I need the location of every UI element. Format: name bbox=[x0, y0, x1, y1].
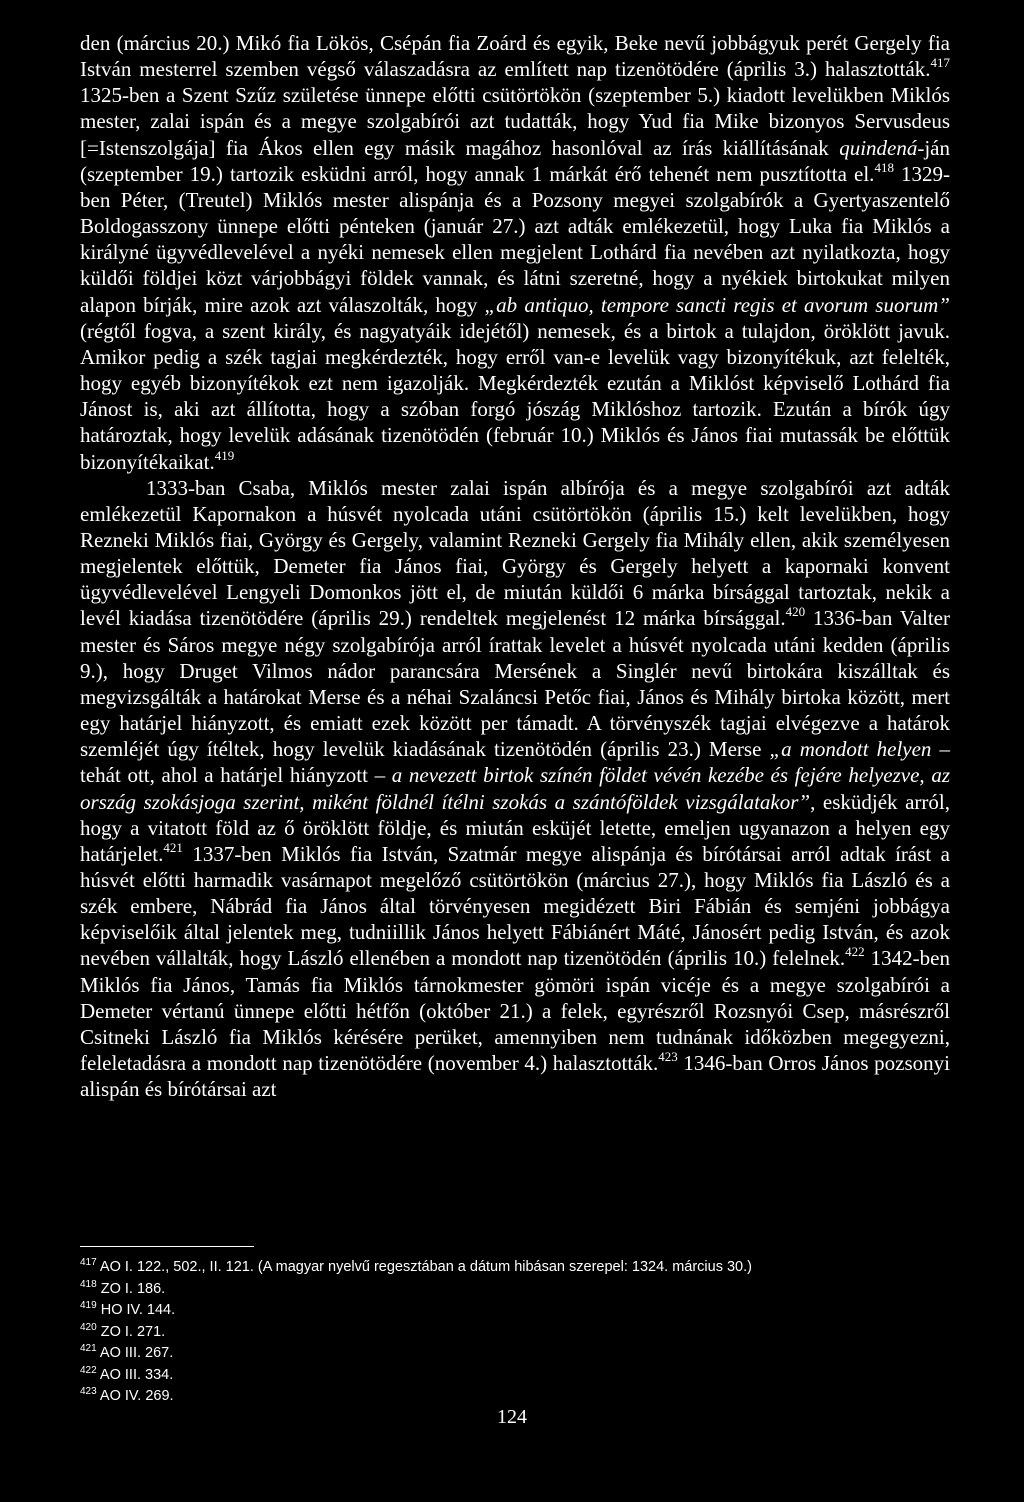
footnote bbox=[80, 1300, 960, 1322]
footnote-number: 422 bbox=[80, 1364, 97, 1376]
footnote-ref-419: 419 bbox=[214, 447, 235, 463]
italic-quote: a nevezett birtok színén földet vévén kezébe és fejére helyezve, az ország szokásjoga szerint, miként földnél ítélni szokás a szántóföldek vizsgálatakor” bbox=[80, 763, 950, 814]
footnote-text: AO IV. 269. bbox=[96, 1388, 174, 1404]
latin-quote: „ab antiquo, tempore sancti regis et avorum suorum” bbox=[484, 292, 950, 317]
footnote-ref-420: 420 bbox=[785, 604, 806, 620]
text-segment: 1337-ben Miklós fia István, Szatmár megye alispánja és bírótársai arról adtak írást a húsvét előtti harmadik vasárnapot megelőző csütörtökön (március 27.), hogy Miklós fia László és a szék embere, Nábrád fia János által törvényesen megidézett Biri Fábián és semjéni jobbágya képviselőik által jelentek meg, tudniillik János helyett Fábiánért Máté, Jánosért pedig István, és azok nevében vállalták, hogy László ellenében a mondott nap tizenötödén (április 10.) felelnek. bbox=[80, 841, 950, 971]
footnote bbox=[80, 1322, 960, 1344]
italic-quote: „a mondott helyen bbox=[769, 737, 932, 762]
page-number: 124 bbox=[497, 1406, 527, 1428]
text-segment: 1336-ban Valter mester és Sáros megye négy szolgabírója arról írattak levelet a húsvét nyolcada utáni kedden (április 9.), hogy Druget Vilmos nádor parancsára Mersének a Singlér nevű birtokára kiszálltak és megvizsgálták a határokat Merse és a néhai Szaláncsi Petőc fiai, János és Mihály birtoka között, mert egy határjel hiányzott, és emiatt ezek között per támadt. A törvényszék tagjai elvégezve a határok szemléjét úgy ítéltek, hogy levelük kiadásának tizenötödén (április 23.) Merse bbox=[80, 606, 950, 762]
footnote-text: AO I. 122., 502., II. 121. (A magyar nyelvű regesztában a dátum hibásan szerepel: 1324. március 30.) bbox=[96, 1259, 752, 1275]
footnote-text: AO III. 334. bbox=[96, 1366, 174, 1383]
footnote-ref-418: 418 bbox=[874, 159, 894, 175]
footnote bbox=[80, 1386, 960, 1408]
footnote-ref-421: 421 bbox=[163, 839, 183, 855]
paragraph-1 bbox=[80, 30, 950, 475]
text-segment: 1346-ban Orros János pozsonyi alispán és bírótársai azt bbox=[80, 1051, 950, 1102]
footnote-text: AO III. 267. bbox=[96, 1345, 174, 1361]
footnote-ref-417: 417 bbox=[930, 55, 950, 71]
footnote-text: ZO I. 186. bbox=[96, 1280, 166, 1297]
footnote-number: 418 bbox=[80, 1278, 97, 1290]
footnote-number: 423 bbox=[80, 1386, 97, 1397]
text-segment: – tehát ott, ahol a határjel hiányzott – bbox=[80, 737, 951, 788]
text-segment: -ján (szeptember 19.) tartozik esküdni arról, hogy annak 1 márkát érő tehenét nem pusztította el. bbox=[80, 135, 950, 186]
text-segment: 1329-ben Péter, (Treutel) Miklós mester alispánja és a Pozsony megyei szolgabírók a Gyertyaszentelő Boldogasszony ünnepe előtti pénteken (január 27.) azt adták emlékezetül, hogy Luka fia Miklós a királyné ügyvédlevelével a nyéki nemesek ellen megjelent Lothárd fia nevében azt nyilatkozta, hogy küldői földjei közt várjobbágyi földek vannak, és látni szeretné, hogy a nyékiek birtokukat milyen alapon bírják, mire azok azt válaszolták, hogy bbox=[80, 161, 950, 317]
main-text bbox=[80, 30, 950, 1102]
footnote-separator bbox=[80, 1246, 254, 1247]
text-segment: 1333-ban Csaba, Miklós mester zalai ispán albírója és a megye szolgabírói azt adták emlékezetül Kapornakon a húsvét nyolcada utáni csütörtökön (április 15.) kelt levelükben, hogy Rezneki Miklós fiai, György és Gergely, valamint Rezneki Gergely fia Mihály ellen, akik személyesen megjelentek előttük, Demeter fia János fiai, György és Gergely helyett a kapornaki konvent ügyvédlevelével Lengyeli Domonkos jött el, de miután küldői 6 márka bírsággal tartoztak, nekik a levél kiadása tizenötödére (április 29.) rendeltek megjelenést 12 márka bírsággal. bbox=[80, 475, 950, 631]
footnote bbox=[80, 1257, 960, 1279]
footnote-ref-423: 423 bbox=[658, 1049, 678, 1065]
footnote bbox=[80, 1343, 960, 1365]
footnote bbox=[80, 1279, 960, 1301]
footnote bbox=[80, 1365, 960, 1387]
italic-term: quindená bbox=[839, 135, 918, 160]
text-segment: 1342-ben Miklós fia János, Tamás fia Miklós tárnokmester gömöri ispán vicéje és a megye szolgabírói a Demeter vértanú ünnepe előtti hétfőn (október 21.) a felek, egyrészről Rozsnyói Csep, másrészről Csitneki László fia Miklós kérésére perüket, amennyiben nem tudnának időközben megegyezni, feleletadásra a mondott nap tizenötödére (november 4.) halasztották. bbox=[80, 946, 950, 1076]
text-segment: den (március 20.) Mikó fia Lökös, Csépán fia Zoárd és egyik, Beke nevű jobbágyuk perét Gergely fia István mesterrel szemben végső válaszadásra az említett nap tizenötödére (április 3.) halasztották. bbox=[80, 31, 950, 82]
text-segment: (régtől fogva, a szent király, és nagyatyáik idejétől) nemesek, és a birtok a tulajdon, öröklött javuk. Amikor pedig a szék tagjai megkérdezték, hogy erről van-e levelük vagy bizonyítékuk, azt felelték, hogy egyéb bizonyítékok ezt nem igazolják. Megkérdezték ezután a Miklóst képviselő Lothárd fia Jánost is, aki azt állította, hogy a szóban forgó jószág Miklóshoz tartozik. Ezután a bírók úgy határoztak, hogy levelük adásának tizenötödén (február 10.) Miklós és János fiai mutassák be előttük bizonyítékaikat. bbox=[80, 318, 950, 474]
footnote-number: 417 bbox=[80, 1257, 97, 1268]
footnote-number: 421 bbox=[80, 1343, 97, 1354]
footnote-number: 419 bbox=[80, 1300, 97, 1311]
footnote-text: HO IV. 144. bbox=[96, 1302, 176, 1318]
paragraph-2 bbox=[80, 475, 950, 1103]
footnotes bbox=[80, 1257, 960, 1408]
text-segment: 1325-ben a Szent Szűz születése ünnepe előtti csütörtökön (szeptember 5.) kiadott levelükben Miklós mester, zalai ispán és a megye szolgabírói azt tudatták, hogy Yud fia Mike bizonyos Servusdeus [=Istenszolgája] fia Ákos ellen egy másik magához hasonlóval az írás kiállításának bbox=[80, 83, 950, 160]
text-segment: , esküdjék arról, hogy a vitatott föld az ő öröklött földje, és miután esküjét letette, emeljen ugyanazon a helyen egy határjelet. bbox=[80, 789, 950, 866]
footnote-text: ZO I. 271. bbox=[96, 1323, 166, 1340]
footnote-ref-422: 422 bbox=[845, 944, 865, 960]
footnote-number: 420 bbox=[80, 1321, 97, 1333]
